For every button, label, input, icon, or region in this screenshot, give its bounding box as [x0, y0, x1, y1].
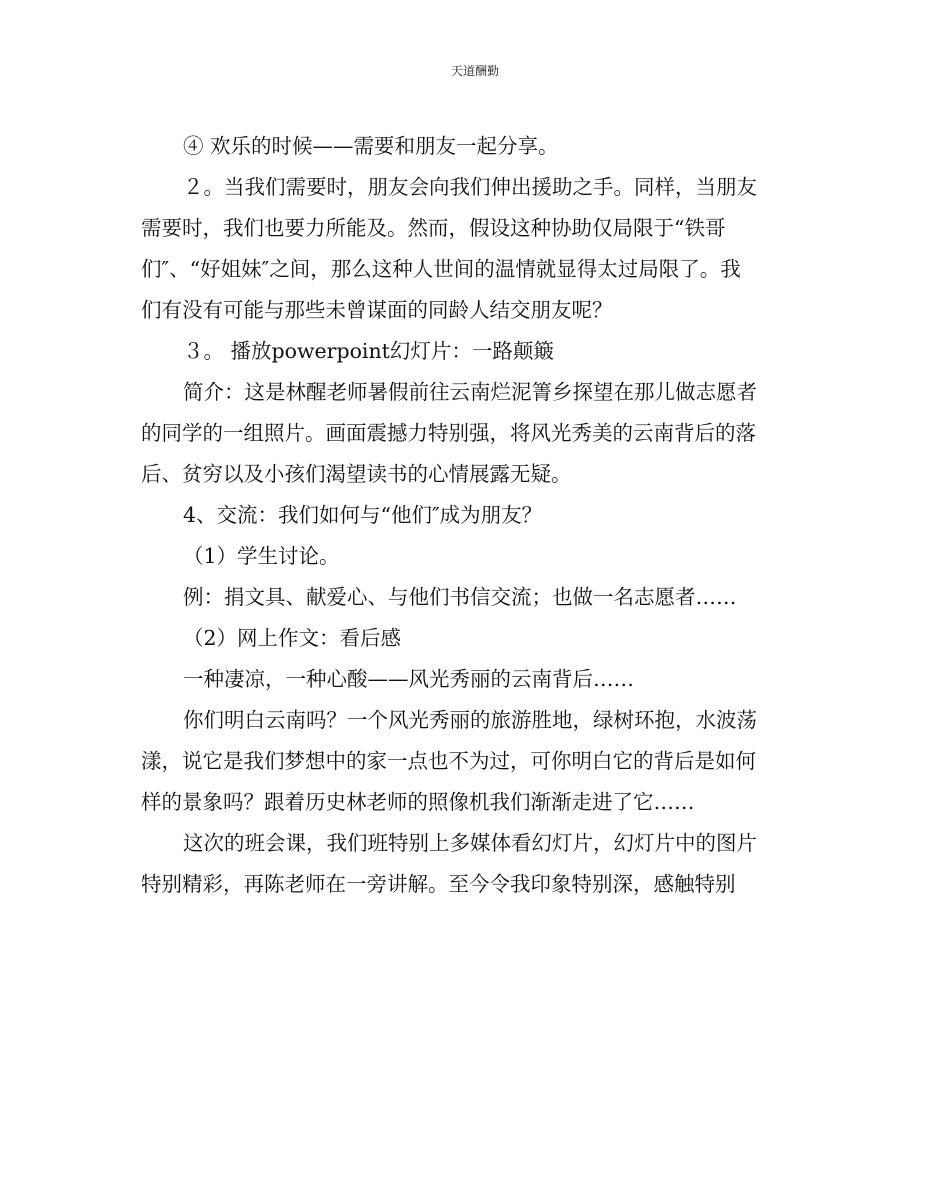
text-line: （1）学生讨论。 [183, 544, 340, 568]
document-body [141, 126, 811, 905]
text-line: 一种凄凉，一种心酸——风光秀丽的云南背后…… [183, 667, 634, 691]
text-line: 们有没有可能与那些未曾谋面的同龄人结交朋友呢？ [141, 298, 613, 322]
text-line: ３。 播放powerpoint幻灯片：一路颠簸 [183, 339, 554, 363]
text-line: 们″、“好姐妹″之间，那么这种人世间的温情就显得太过局限了。我 [141, 257, 741, 281]
text-line: （2）网上作文：看后感 [183, 626, 402, 650]
page-header: 天道酬勤 [450, 64, 499, 78]
text-line: 例：捐文具、献爱心、与他们书信交流；也做一名志愿者…… [183, 585, 737, 609]
text-line: 后、贫穷以及小孩们渴望读书的心情展露无疑。 [141, 462, 572, 486]
text-line: 样的景象吗？跟着历史林老师的照像机我们渐渐走进了它…… [141, 790, 695, 814]
text-line: 漾，说它是我们梦想中的家一点也不为过，可你明白它的背后是如何 [141, 749, 756, 773]
text-line: ④ 欢乐的时候——需要和朋友一起分享。 [183, 134, 559, 158]
text-line: 这次的班会课，我们班特别上多媒体看幻灯片，幻灯片中的图片 [183, 831, 757, 855]
text-line: 需要时，我们也要力所能及。然而，假设这种协助仅局限于“铁哥 [141, 216, 726, 240]
text-line: 的同学的一组照片。画面震撼力特别强，将风光秀美的云南背后的落 [141, 421, 756, 445]
text-line: 简介：这是林醒老师暑假前往云南烂泥箐乡探望在那儿做志愿者 [183, 380, 757, 404]
text-line: 特别精彩，再陈老师在一旁讲解。至今令我印象特别深，感触特别 [141, 872, 736, 896]
text-line: 你们明白云南吗？一个风光秀丽的旅游胜地，绿树环抱，水波荡 [183, 708, 757, 732]
text-line: ２。当我们需要时，朋友会向我们伸出援助之手。同样，当朋友 [183, 175, 757, 199]
text-line: 4、交流：我们如何与“他们″成为朋友？ [183, 503, 543, 527]
